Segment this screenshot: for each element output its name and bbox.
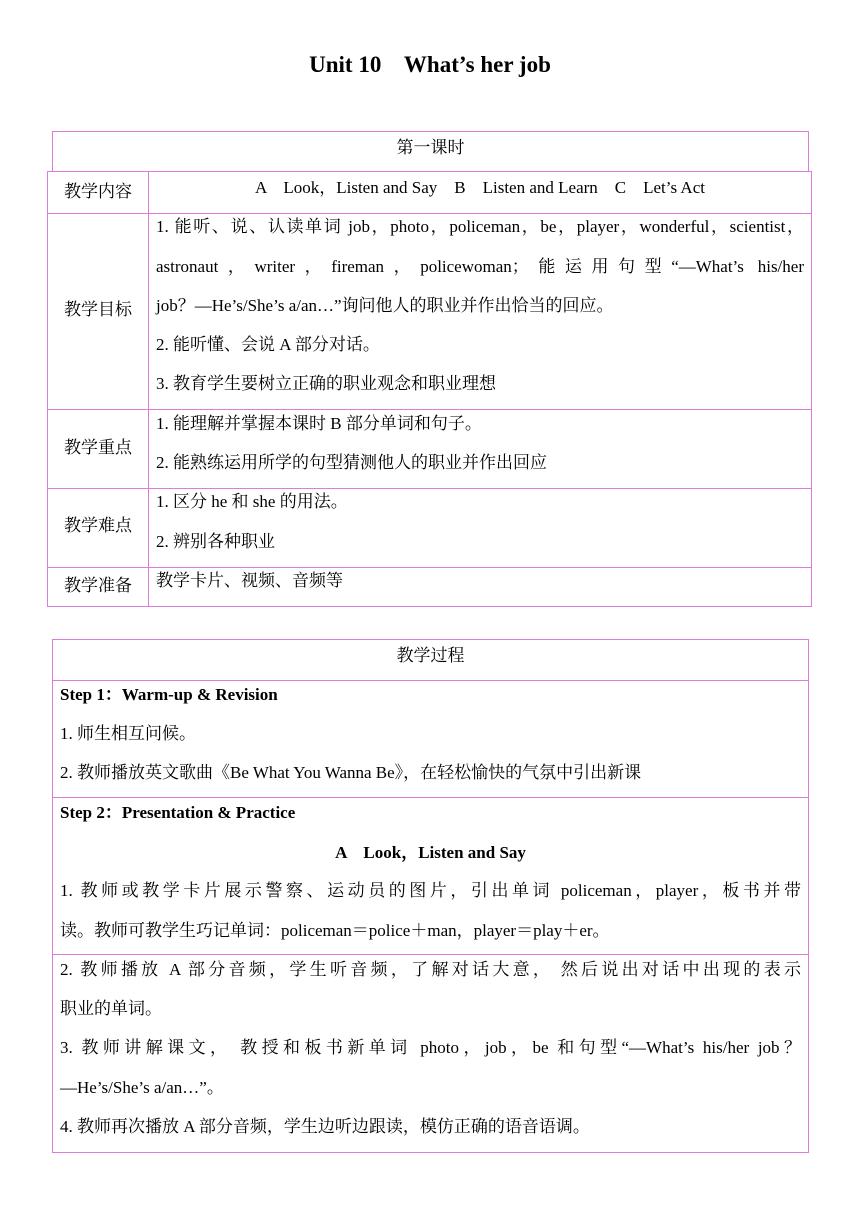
objectives-line: 2. 能听懂、会说 A 部分对话。 bbox=[156, 335, 380, 354]
step2-line: —He’s/She’s a/an…”。 bbox=[60, 1078, 224, 1097]
step1-line: 2. 教师播放英文歌曲《Be What You Wanna Be》，在轻松愉快的气氛中引出新课 bbox=[60, 763, 642, 782]
content-text: A Look，Listen and Say B Listen and Learn C Let’s Act bbox=[255, 178, 705, 197]
step1-line: 1. 师生相互问候。 bbox=[60, 724, 196, 743]
lesson-header-cell bbox=[52, 131, 809, 172]
row-divider bbox=[48, 213, 811, 214]
row-label-content: 教学内容 bbox=[64, 182, 132, 202]
difficulties-line: 2. 辨别各种职业 bbox=[156, 532, 275, 551]
process-table bbox=[52, 639, 809, 1153]
step2-line: 3. 教师讲解课文， 教授和板书新单词 photo，job，be 和句型“—What’s his/her job？ bbox=[60, 1038, 801, 1057]
objectives-line: job？—He’s/She’s a/an…”询问他人的职业并作出恰当的回应。 bbox=[156, 296, 614, 315]
key-points-line: 1. 能理解并掌握本课时 B 部分单词和句子。 bbox=[156, 414, 482, 433]
objectives-line: 3. 教育学生要树立正确的职业观念和职业理想 bbox=[156, 374, 496, 393]
row-label-objectives: 教学目标 bbox=[64, 300, 132, 320]
objectives-line: astronaut，writer，fireman，policewoman；能运用句型“—What’s his/her bbox=[156, 257, 804, 276]
row-divider bbox=[48, 567, 811, 568]
step2-line: 职业的单词。 bbox=[60, 999, 162, 1018]
row-divider bbox=[48, 409, 811, 410]
step2-subtitle: A Look，Listen and Say bbox=[335, 843, 526, 862]
step2-line: 读。教师可教学生巧记单词：policeman＝police＋man，player＝play＋er。 bbox=[60, 921, 610, 940]
row-divider bbox=[48, 488, 811, 489]
row-divider bbox=[53, 680, 808, 681]
step2-line: 1. 教师或教学卡片展示警察、运动员的图片，引出单词 policeman，player，板书并带 bbox=[60, 881, 801, 900]
step2-line: 2. 教师播放 A 部分音频，学生听音频，了解对话大意， 然后说出对话中出现的表示 bbox=[60, 960, 801, 979]
step1-title: Step 1：Warm-up & Revision bbox=[60, 685, 278, 704]
step2-line: 4. 教师再次播放 A 部分音频，学生边听边跟读，模仿正确的语音语调。 bbox=[60, 1117, 590, 1136]
preparation-text: 教学卡片、视频、音频等 bbox=[156, 571, 343, 590]
objectives-line: 1. 能听、说、认读单词 job，photo，policeman，be，player，wonderful，scientist， bbox=[156, 217, 804, 236]
row-label-preparation: 教学准备 bbox=[64, 576, 132, 596]
row-divider bbox=[53, 954, 808, 955]
step2-title: Step 2：Presentation & Practice bbox=[60, 803, 296, 822]
process-header: 教学过程 bbox=[396, 646, 465, 666]
lesson-header: 第一课时 bbox=[396, 138, 465, 158]
lesson-info-table bbox=[47, 171, 812, 607]
row-label-difficulties: 教学难点 bbox=[64, 516, 132, 536]
difficulties-line: 1. 区分 he 和 she 的用法。 bbox=[156, 492, 348, 511]
label-column-divider bbox=[148, 172, 149, 606]
key-points-line: 2. 能熟练运用所学的句型猜测他人的职业并作出回应 bbox=[156, 453, 547, 472]
page-title: Unit 10 What’s her job bbox=[309, 52, 551, 77]
row-label-key-points: 教学重点 bbox=[64, 438, 132, 458]
row-divider bbox=[53, 797, 808, 798]
